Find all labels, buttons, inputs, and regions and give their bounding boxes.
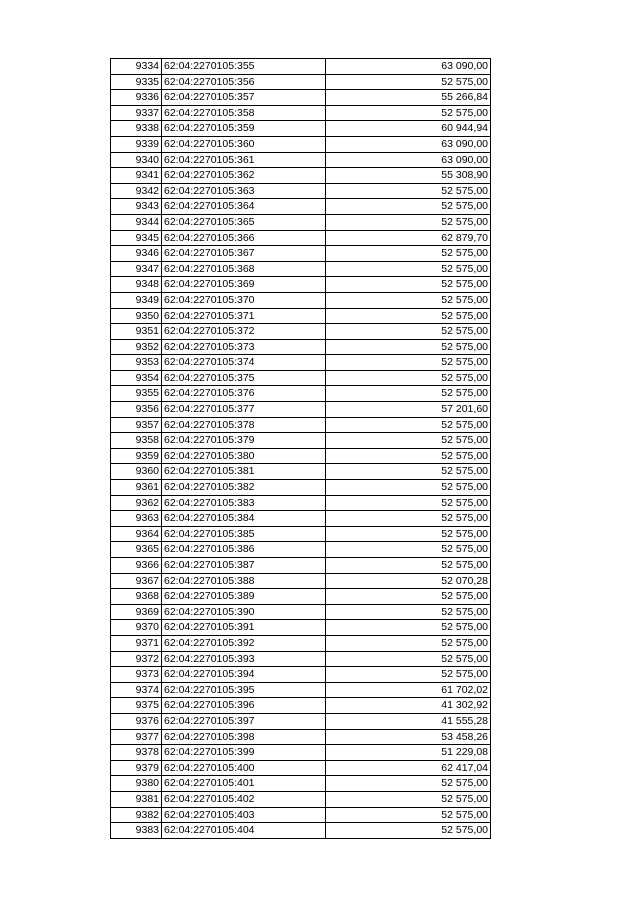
table-row bbox=[111, 277, 491, 293]
row-number-cell: 9362 bbox=[111, 495, 162, 511]
table-row bbox=[111, 230, 491, 246]
row-number-cell: 9334 bbox=[111, 59, 162, 75]
table-row bbox=[111, 417, 491, 433]
row-number-cell: 9376 bbox=[111, 713, 162, 729]
value-cell: 52 575,00 bbox=[326, 495, 491, 511]
cadastral-number-cell: 62:04:2270105:365 bbox=[162, 214, 326, 230]
value-cell: 52 575,00 bbox=[326, 667, 491, 683]
cadastral-number-cell: 62:04:2270105:399 bbox=[162, 745, 326, 761]
cadastral-number-cell: 62:04:2270105:374 bbox=[162, 355, 326, 371]
cadastral-number-cell: 62:04:2270105:391 bbox=[162, 620, 326, 636]
cadastral-number-cell: 62:04:2270105:389 bbox=[162, 589, 326, 605]
value-cell: 62 417,04 bbox=[326, 760, 491, 776]
row-number-cell: 9343 bbox=[111, 199, 162, 215]
cadastral-number-cell: 62:04:2270105:396 bbox=[162, 698, 326, 714]
table-row bbox=[111, 355, 491, 371]
row-number-cell: 9345 bbox=[111, 230, 162, 246]
row-number-cell: 9348 bbox=[111, 277, 162, 293]
table-row bbox=[111, 59, 491, 75]
cadastral-number-cell: 62:04:2270105:394 bbox=[162, 667, 326, 683]
row-number-cell: 9369 bbox=[111, 604, 162, 620]
row-number-cell: 9340 bbox=[111, 152, 162, 168]
row-number-cell: 9349 bbox=[111, 292, 162, 308]
row-number-cell: 9383 bbox=[111, 823, 162, 839]
cadastral-number-cell: 62:04:2270105:404 bbox=[162, 823, 326, 839]
cadastral-number-cell: 62:04:2270105:368 bbox=[162, 261, 326, 277]
table-row bbox=[111, 604, 491, 620]
value-cell: 51 229,08 bbox=[326, 745, 491, 761]
value-cell: 52 575,00 bbox=[326, 823, 491, 839]
row-number-cell: 9377 bbox=[111, 729, 162, 745]
row-number-cell: 9382 bbox=[111, 807, 162, 823]
value-cell: 52 575,00 bbox=[326, 558, 491, 574]
cadastral-number-cell: 62:04:2270105:382 bbox=[162, 480, 326, 496]
cadastral-number-cell: 62:04:2270105:364 bbox=[162, 199, 326, 215]
value-cell: 52 575,00 bbox=[326, 589, 491, 605]
value-cell: 52 575,00 bbox=[326, 651, 491, 667]
value-cell: 52 575,00 bbox=[326, 355, 491, 371]
value-cell: 57 201,60 bbox=[326, 402, 491, 418]
cadastral-number-cell: 62:04:2270105:376 bbox=[162, 386, 326, 402]
table-row bbox=[111, 589, 491, 605]
cadastral-number-cell: 62:04:2270105:386 bbox=[162, 542, 326, 558]
table-row bbox=[111, 121, 491, 137]
table-row bbox=[111, 807, 491, 823]
value-cell: 52 575,00 bbox=[326, 417, 491, 433]
value-cell: 52 070,28 bbox=[326, 573, 491, 589]
cadastral-number-cell: 62:04:2270105:400 bbox=[162, 760, 326, 776]
row-number-cell: 9355 bbox=[111, 386, 162, 402]
row-number-cell: 9347 bbox=[111, 261, 162, 277]
table-row bbox=[111, 246, 491, 262]
table-row bbox=[111, 339, 491, 355]
value-cell: 55 308,90 bbox=[326, 168, 491, 184]
table-row bbox=[111, 745, 491, 761]
value-cell: 52 575,00 bbox=[326, 214, 491, 230]
cadastral-number-cell: 62:04:2270105:357 bbox=[162, 90, 326, 106]
row-number-cell: 9364 bbox=[111, 526, 162, 542]
table-row bbox=[111, 698, 491, 714]
row-number-cell: 9378 bbox=[111, 745, 162, 761]
value-cell: 52 575,00 bbox=[326, 199, 491, 215]
value-cell: 52 575,00 bbox=[326, 324, 491, 340]
value-cell: 52 575,00 bbox=[326, 620, 491, 636]
row-number-cell: 9375 bbox=[111, 698, 162, 714]
table-row bbox=[111, 542, 491, 558]
row-number-cell: 9367 bbox=[111, 573, 162, 589]
cadastral-number-cell: 62:04:2270105:361 bbox=[162, 152, 326, 168]
cadastral-number-cell: 62:04:2270105:393 bbox=[162, 651, 326, 667]
value-cell: 52 575,00 bbox=[326, 807, 491, 823]
value-cell: 52 575,00 bbox=[326, 105, 491, 121]
table-row bbox=[111, 667, 491, 683]
row-number-cell: 9350 bbox=[111, 308, 162, 324]
table-row bbox=[111, 464, 491, 480]
value-cell: 52 575,00 bbox=[326, 292, 491, 308]
table-row bbox=[111, 480, 491, 496]
row-number-cell: 9374 bbox=[111, 682, 162, 698]
table-row bbox=[111, 573, 491, 589]
value-cell: 63 090,00 bbox=[326, 152, 491, 168]
value-cell: 52 575,00 bbox=[326, 635, 491, 651]
table-row bbox=[111, 152, 491, 168]
row-number-cell: 9370 bbox=[111, 620, 162, 636]
table-row bbox=[111, 495, 491, 511]
row-number-cell: 9359 bbox=[111, 448, 162, 464]
value-cell: 52 575,00 bbox=[326, 370, 491, 386]
cadastral-number-cell: 62:04:2270105:356 bbox=[162, 74, 326, 90]
cadastral-number-cell: 62:04:2270105:369 bbox=[162, 277, 326, 293]
row-number-cell: 9352 bbox=[111, 339, 162, 355]
table-row bbox=[111, 760, 491, 776]
table-row bbox=[111, 370, 491, 386]
row-number-cell: 9338 bbox=[111, 121, 162, 137]
cadastral-number-cell: 62:04:2270105:371 bbox=[162, 308, 326, 324]
row-number-cell: 9360 bbox=[111, 464, 162, 480]
cadastral-number-cell: 62:04:2270105:385 bbox=[162, 526, 326, 542]
table-row bbox=[111, 433, 491, 449]
cadastral-number-cell: 62:04:2270105:398 bbox=[162, 729, 326, 745]
value-cell: 52 575,00 bbox=[326, 261, 491, 277]
row-number-cell: 9358 bbox=[111, 433, 162, 449]
row-number-cell: 9344 bbox=[111, 214, 162, 230]
cadastral-number-cell: 62:04:2270105:359 bbox=[162, 121, 326, 137]
row-number-cell: 9371 bbox=[111, 635, 162, 651]
row-number-cell: 9381 bbox=[111, 791, 162, 807]
cadastral-number-cell: 62:04:2270105:377 bbox=[162, 402, 326, 418]
cadastral-number-cell: 62:04:2270105:392 bbox=[162, 635, 326, 651]
table-row bbox=[111, 635, 491, 651]
cadastral-number-cell: 62:04:2270105:397 bbox=[162, 713, 326, 729]
value-cell: 63 090,00 bbox=[326, 59, 491, 75]
value-cell: 52 575,00 bbox=[326, 776, 491, 792]
row-number-cell: 9366 bbox=[111, 558, 162, 574]
cadastral-number-cell: 62:04:2270105:355 bbox=[162, 59, 326, 75]
value-cell: 52 575,00 bbox=[326, 464, 491, 480]
table-row bbox=[111, 261, 491, 277]
value-cell: 52 575,00 bbox=[326, 74, 491, 90]
value-cell: 52 575,00 bbox=[326, 339, 491, 355]
row-number-cell: 9361 bbox=[111, 480, 162, 496]
value-cell: 61 702,02 bbox=[326, 682, 491, 698]
cadastral-number-cell: 62:04:2270105:375 bbox=[162, 370, 326, 386]
row-number-cell: 9342 bbox=[111, 183, 162, 199]
cadastral-number-cell: 62:04:2270105:378 bbox=[162, 417, 326, 433]
value-cell: 52 575,00 bbox=[326, 246, 491, 262]
row-number-cell: 9357 bbox=[111, 417, 162, 433]
cadastral-number-cell: 62:04:2270105:379 bbox=[162, 433, 326, 449]
table-row bbox=[111, 448, 491, 464]
row-number-cell: 9365 bbox=[111, 542, 162, 558]
value-cell: 52 575,00 bbox=[326, 791, 491, 807]
table-row bbox=[111, 791, 491, 807]
row-number-cell: 9339 bbox=[111, 136, 162, 152]
table-row bbox=[111, 136, 491, 152]
value-cell: 63 090,00 bbox=[326, 136, 491, 152]
table-row bbox=[111, 558, 491, 574]
table-row bbox=[111, 90, 491, 106]
value-cell: 62 879,70 bbox=[326, 230, 491, 246]
row-number-cell: 9363 bbox=[111, 511, 162, 527]
value-cell: 55 266,84 bbox=[326, 90, 491, 106]
row-number-cell: 9341 bbox=[111, 168, 162, 184]
cadastral-number-cell: 62:04:2270105:403 bbox=[162, 807, 326, 823]
table-row bbox=[111, 620, 491, 636]
table-row bbox=[111, 308, 491, 324]
value-cell: 52 575,00 bbox=[326, 386, 491, 402]
cadastral-value-table bbox=[110, 58, 491, 839]
row-number-cell: 9346 bbox=[111, 246, 162, 262]
cadastral-number-cell: 62:04:2270105:390 bbox=[162, 604, 326, 620]
cadastral-number-cell: 62:04:2270105:388 bbox=[162, 573, 326, 589]
cadastral-number-cell: 62:04:2270105:387 bbox=[162, 558, 326, 574]
table-row bbox=[111, 651, 491, 667]
row-number-cell: 9354 bbox=[111, 370, 162, 386]
cadastral-number-cell: 62:04:2270105:362 bbox=[162, 168, 326, 184]
row-number-cell: 9337 bbox=[111, 105, 162, 121]
value-cell: 52 575,00 bbox=[326, 542, 491, 558]
row-number-cell: 9351 bbox=[111, 324, 162, 340]
table-row bbox=[111, 511, 491, 527]
table-row bbox=[111, 199, 491, 215]
value-cell: 52 575,00 bbox=[326, 480, 491, 496]
value-cell: 41 555,28 bbox=[326, 713, 491, 729]
row-number-cell: 9368 bbox=[111, 589, 162, 605]
row-number-cell: 9373 bbox=[111, 667, 162, 683]
value-cell: 60 944,94 bbox=[326, 121, 491, 137]
value-cell: 52 575,00 bbox=[326, 183, 491, 199]
value-cell: 52 575,00 bbox=[326, 511, 491, 527]
value-cell: 52 575,00 bbox=[326, 526, 491, 542]
table-row bbox=[111, 386, 491, 402]
cadastral-number-cell: 62:04:2270105:384 bbox=[162, 511, 326, 527]
row-number-cell: 9380 bbox=[111, 776, 162, 792]
cadastral-number-cell: 62:04:2270105:366 bbox=[162, 230, 326, 246]
cadastral-number-cell: 62:04:2270105:380 bbox=[162, 448, 326, 464]
table-row bbox=[111, 823, 491, 839]
row-number-cell: 9335 bbox=[111, 74, 162, 90]
row-number-cell: 9336 bbox=[111, 90, 162, 106]
value-cell: 52 575,00 bbox=[326, 277, 491, 293]
row-number-cell: 9372 bbox=[111, 651, 162, 667]
row-number-cell: 9353 bbox=[111, 355, 162, 371]
cadastral-number-cell: 62:04:2270105:370 bbox=[162, 292, 326, 308]
cadastral-number-cell: 62:04:2270105:372 bbox=[162, 324, 326, 340]
table-row bbox=[111, 713, 491, 729]
table-row bbox=[111, 214, 491, 230]
table-row bbox=[111, 168, 491, 184]
cadastral-number-cell: 62:04:2270105:373 bbox=[162, 339, 326, 355]
cadastral-number-cell: 62:04:2270105:383 bbox=[162, 495, 326, 511]
cadastral-number-cell: 62:04:2270105:401 bbox=[162, 776, 326, 792]
table-row bbox=[111, 402, 491, 418]
value-cell: 52 575,00 bbox=[326, 433, 491, 449]
cadastral-number-cell: 62:04:2270105:363 bbox=[162, 183, 326, 199]
value-cell: 52 575,00 bbox=[326, 308, 491, 324]
table-row bbox=[111, 183, 491, 199]
cadastral-number-cell: 62:04:2270105:395 bbox=[162, 682, 326, 698]
value-cell: 41 302,92 bbox=[326, 698, 491, 714]
table-row bbox=[111, 776, 491, 792]
table-row bbox=[111, 105, 491, 121]
table-row bbox=[111, 526, 491, 542]
table-body bbox=[111, 59, 491, 839]
value-cell: 52 575,00 bbox=[326, 448, 491, 464]
table-row bbox=[111, 729, 491, 745]
cadastral-number-cell: 62:04:2270105:358 bbox=[162, 105, 326, 121]
table-row bbox=[111, 74, 491, 90]
cadastral-number-cell: 62:04:2270105:360 bbox=[162, 136, 326, 152]
value-cell: 53 458,26 bbox=[326, 729, 491, 745]
cadastral-number-cell: 62:04:2270105:367 bbox=[162, 246, 326, 262]
cadastral-number-cell: 62:04:2270105:381 bbox=[162, 464, 326, 480]
value-cell: 52 575,00 bbox=[326, 604, 491, 620]
table-row bbox=[111, 682, 491, 698]
table-row bbox=[111, 292, 491, 308]
cadastral-number-cell: 62:04:2270105:402 bbox=[162, 791, 326, 807]
table-row bbox=[111, 324, 491, 340]
row-number-cell: 9356 bbox=[111, 402, 162, 418]
row-number-cell: 9379 bbox=[111, 760, 162, 776]
